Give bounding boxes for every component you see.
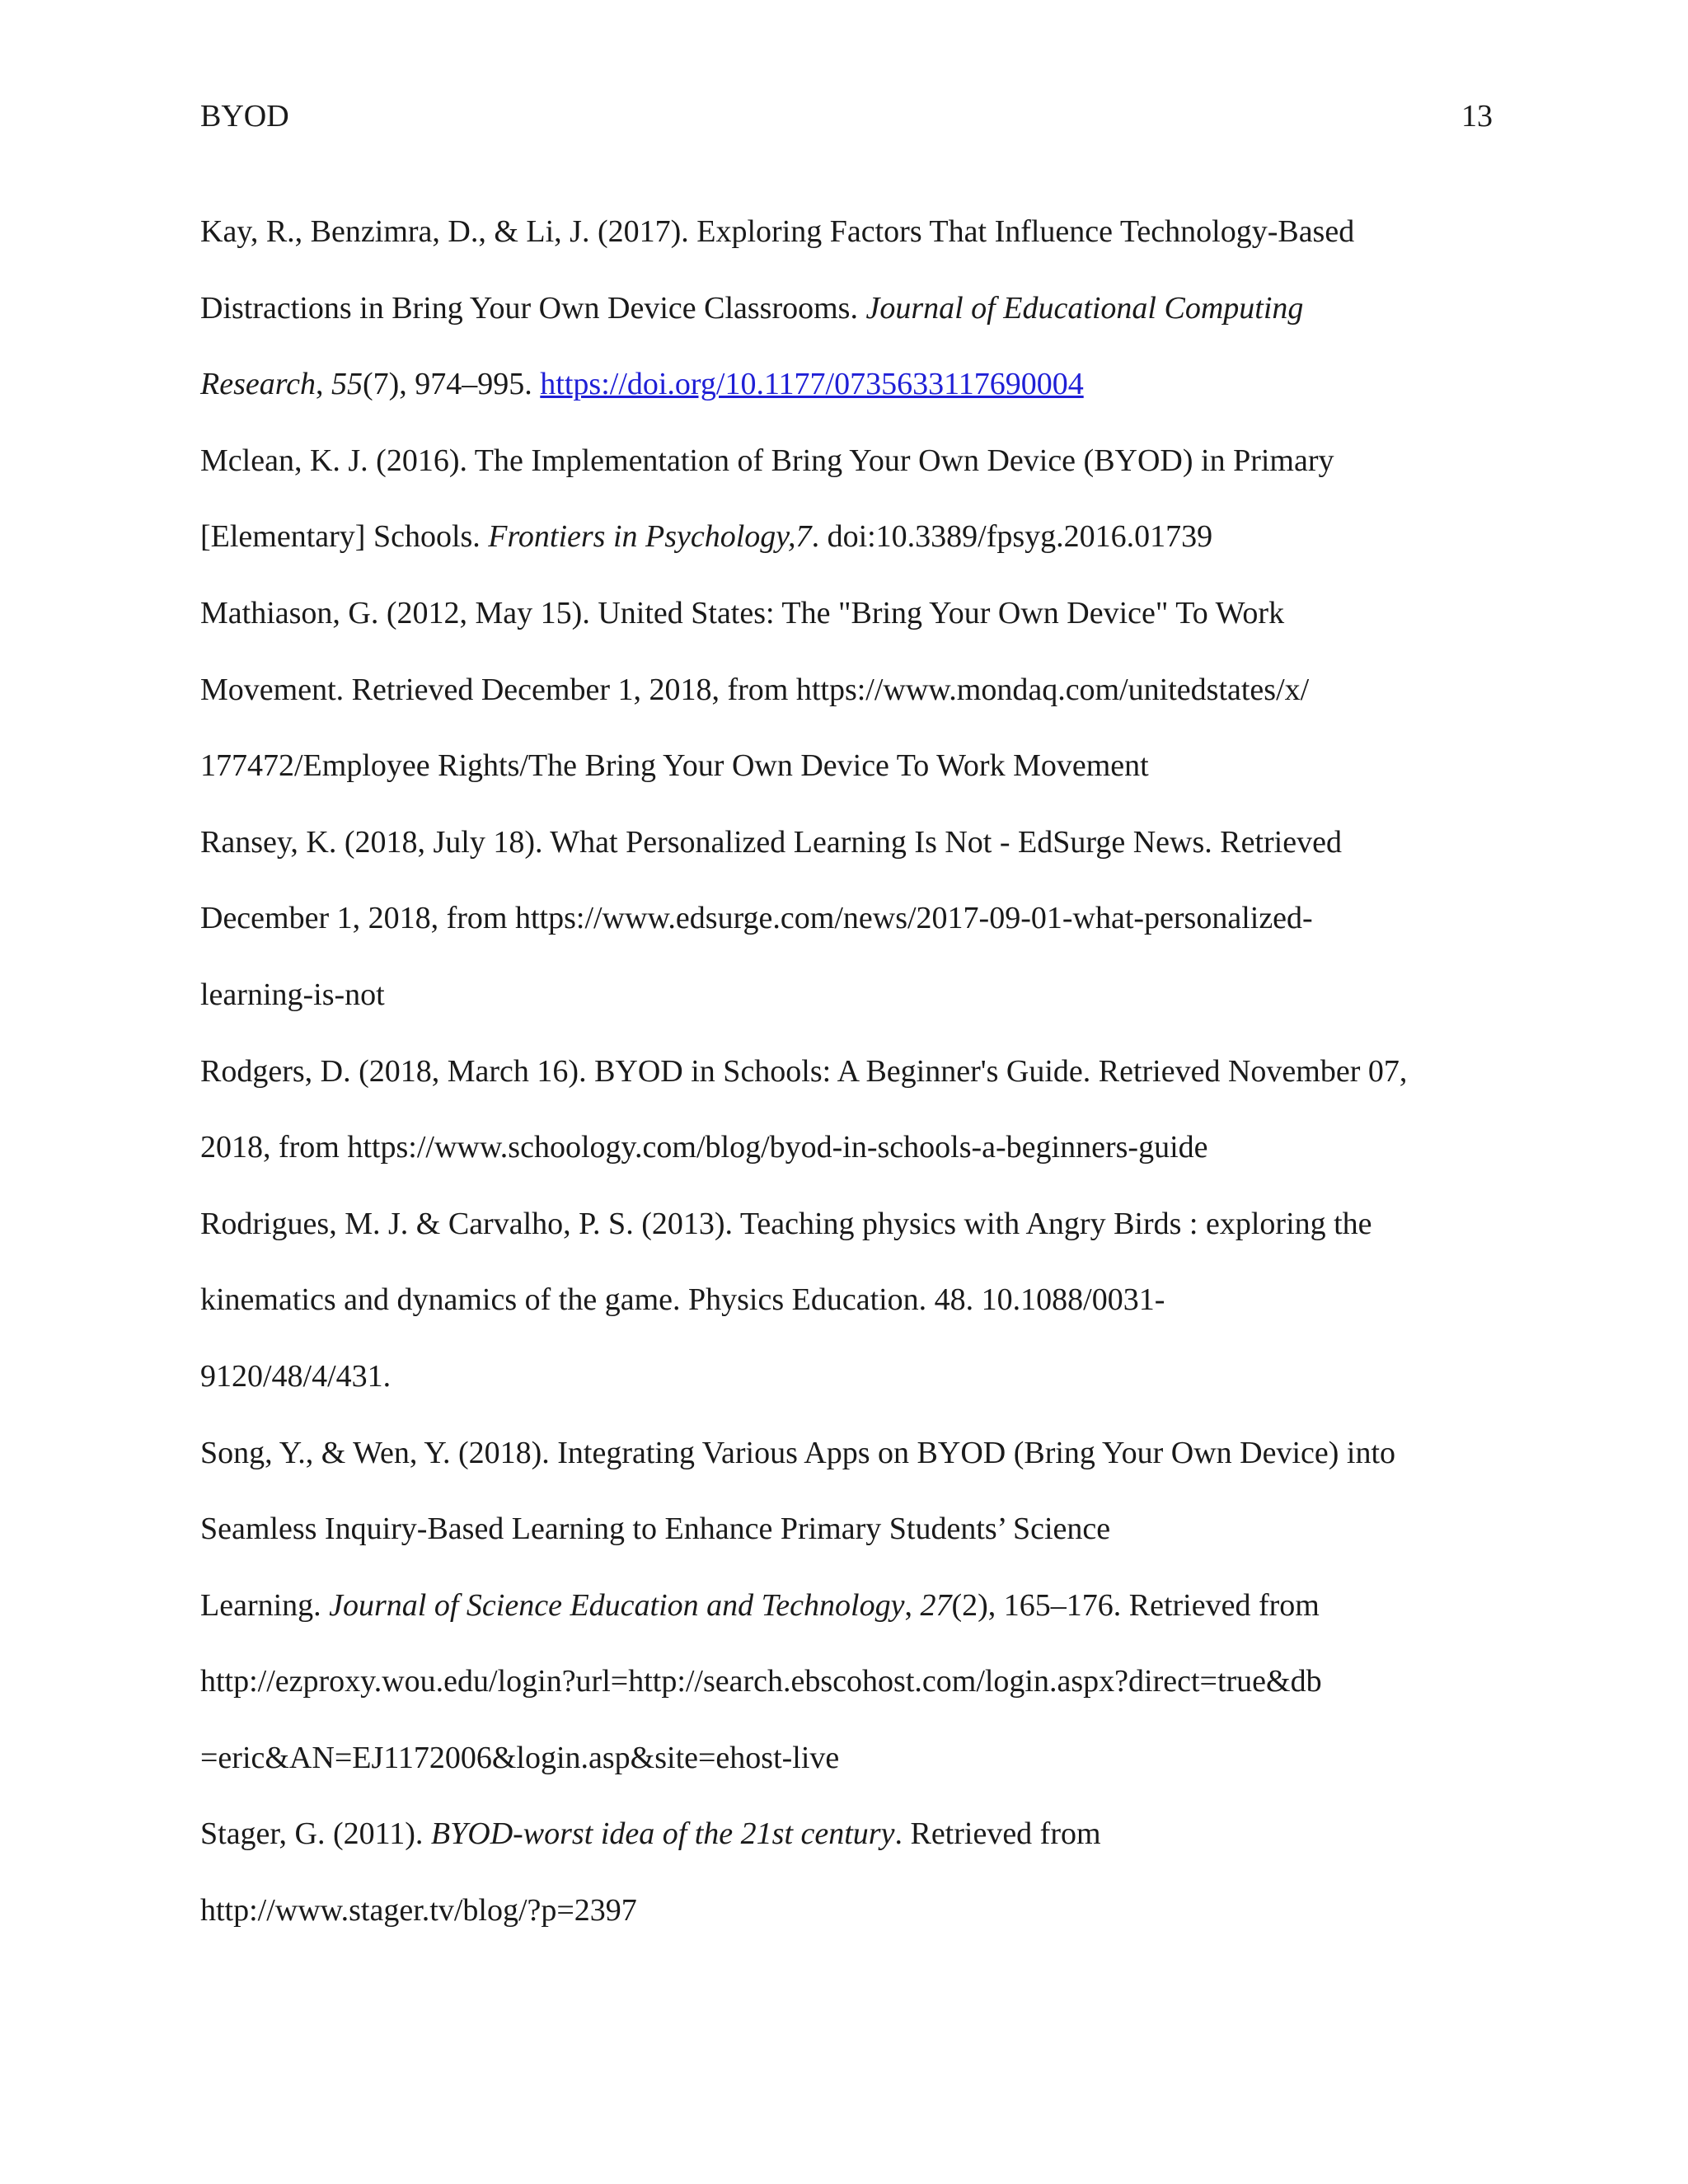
reference-line <box>200 1338 1486 1415</box>
reference-line <box>200 575 1486 652</box>
reference-text: Seamless Inquiry-Based Learning to Enhance Primary Students’ Science <box>200 1511 1111 1547</box>
reference-text: Stager, G. (2011). <box>200 1816 431 1852</box>
reference-text: Rodrigues, M. J. & Carvalho, P. S. (2013). Teaching physics with Angry Birds : exploring the <box>200 1206 1372 1241</box>
reference-line <box>200 423 1486 499</box>
italic-text: Research <box>200 367 316 402</box>
reference-line <box>200 270 1486 347</box>
reference-entry <box>200 1186 1486 1415</box>
italic-text: Journal of Educational Computing <box>865 290 1304 326</box>
reference-text: (2), 165–176. Retrieved from <box>951 1587 1320 1623</box>
reference-entry <box>200 1796 1486 1948</box>
reference-entry <box>200 1415 1486 1797</box>
reference-text: Distractions in Bring Your Own Device Classrooms. <box>200 290 866 326</box>
reference-text: 177472/Employee Rights/The Bring Your Own Device To Work Movement <box>200 748 1149 784</box>
reference-line <box>200 1568 1486 1644</box>
reference-line <box>200 1643 1486 1720</box>
reference-line <box>200 1872 1486 1949</box>
reference-entry <box>200 804 1486 1033</box>
italic-text: 27 <box>920 1587 952 1623</box>
reference-line <box>200 1186 1486 1263</box>
reference-line <box>200 957 1486 1033</box>
reference-line <box>200 1720 1486 1797</box>
reference-line <box>200 804 1486 881</box>
reference-text: =eric&AN=EJ1172006&login.asp&site=ehost-live <box>200 1740 840 1775</box>
reference-text: learning-is-not <box>200 977 385 1012</box>
reference-text: Mclean, K. J. (2016). The Implementation of Bring Your Own Device (BYOD) in Primary <box>200 443 1334 478</box>
reference-text: Kay, R., Benzimra, D., & Li, J. (2017). Exploring Factors That Influence Technology-Based <box>200 214 1355 249</box>
italic-text: 55 <box>331 367 363 402</box>
reference-text: . Retrieved from <box>894 1816 1101 1852</box>
reference-text: December 1, 2018, from https://www.edsurge.com/news/2017-09-01-what-personalized- <box>200 901 1313 936</box>
reference-text: . doi:10.3389/fpsyg.2016.01739 <box>811 519 1213 555</box>
reference-line <box>200 1796 1486 1872</box>
reference-line <box>200 499 1486 575</box>
reference-entry <box>200 423 1486 575</box>
reference-text: 9120/48/4/431. <box>200 1358 392 1394</box>
reference-line <box>200 880 1486 957</box>
italic-text: Journal of Science Education and Technology <box>329 1587 905 1623</box>
page-header <box>200 96 1493 137</box>
reference-text: Learning. <box>200 1587 330 1623</box>
reference-text: 2018, from https://www.schoology.com/blog/byod-in-schools-a-beginners-guide <box>200 1130 1208 1165</box>
reference-text: kinematics and dynamics of the game. Physics Education. 48. 10.1088/0031- <box>200 1282 1165 1318</box>
reference-line <box>200 1491 1486 1568</box>
doi-link[interactable]: https://doi.org/10.1177/0735633117690004 <box>540 367 1084 402</box>
reference-line <box>200 652 1486 729</box>
reference-line <box>200 346 1486 423</box>
reference-entry <box>200 194 1486 423</box>
italic-text: Frontiers in Psychology,7 <box>488 519 812 555</box>
reference-text: http://ezproxy.wou.edu/login?url=http://search.ebscohost.com/login.aspx?direct=true&db <box>200 1664 1322 1699</box>
reference-text: http://www.stager.tv/blog/?p=2397 <box>200 1893 637 1929</box>
reference-text: Rodgers, D. (2018, March 16). BYOD in Schools: A Beginner's Guide. Retrieved November 07, <box>200 1053 1408 1089</box>
reference-entry <box>200 1033 1486 1186</box>
reference-line <box>200 1262 1486 1338</box>
reference-text: Ransey, K. (2018, July 18). What Personalized Learning Is Not - EdSurge News. Retrieved <box>200 824 1342 860</box>
reference-line <box>200 728 1486 804</box>
reference-text: Mathiason, G. (2012, May 15). United States: The "Bring Your Own Device" To Work <box>200 595 1285 630</box>
reference-line <box>200 1109 1486 1186</box>
reference-text: , <box>904 1587 921 1623</box>
reference-text: (7), 974–995. <box>362 367 541 402</box>
reference-line <box>200 194 1486 270</box>
reference-line <box>200 1415 1486 1492</box>
reference-entry <box>200 575 1486 804</box>
reference-text: Song, Y., & Wen, Y. (2018). Integrating Various Apps on BYOD (Bring Your Own Device) into <box>200 1435 1396 1470</box>
reference-line <box>200 1033 1486 1110</box>
reference-text: [Elementary] Schools. <box>200 519 489 555</box>
running-head: BYOD <box>200 99 289 134</box>
reference-list <box>200 194 1486 1949</box>
reference-text: Movement. Retrieved December 1, 2018, from https://www.mondaq.com/unitedstates/x/ <box>200 672 1310 707</box>
reference-text: , <box>315 367 331 402</box>
italic-text: BYOD-worst idea of the 21st century <box>430 1816 895 1852</box>
page-number: 13 <box>1461 99 1493 134</box>
